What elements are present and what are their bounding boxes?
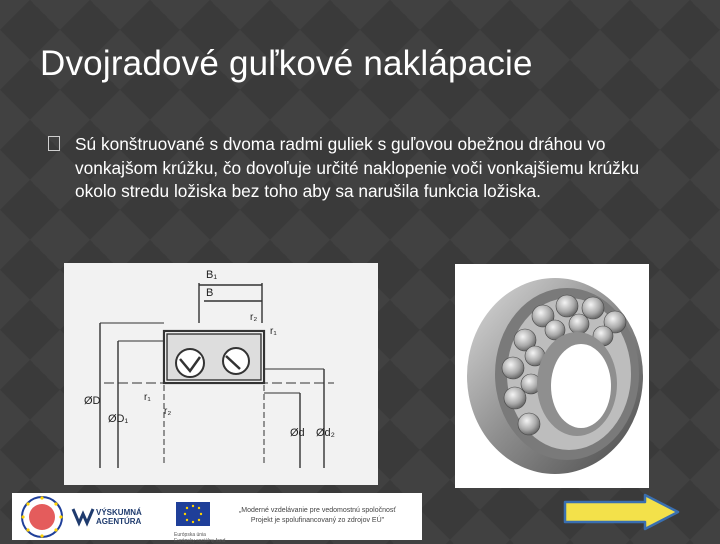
slide-title: Dvojradové guľkové naklápacie — [40, 44, 533, 83]
label-inner-diameter-d2: Ød₂ — [316, 427, 335, 439]
agency-line-1: VÝSKUMNÁ — [96, 508, 142, 517]
agency-line-2: AGENTÚRA — [96, 517, 142, 526]
label-r2-mid: r₂ — [164, 406, 172, 417]
label-r2-top: r₂ — [250, 312, 258, 323]
bullet-text: Sú konštruované s dvoma radmi guliek s guľovou obežnou dráhou vo vonkajšom krúžku, čo dovoľuje určité naklopenie voči vonkajšiemu krúžku okolo stredu ložiska bez toho aby sa narušila funkcia ložiska. — [75, 134, 640, 201]
vyskumna-agentura-logo-icon — [72, 506, 94, 526]
sponsor-logo-strip — [12, 493, 422, 544]
bearing-photo — [455, 264, 649, 488]
eu-caption-line-1: Európska únia — [174, 532, 206, 538]
next-arrow-icon — [563, 493, 681, 531]
label-r1-top: r₁ — [270, 326, 277, 337]
label-outer-diameter-d1: ØD₁ — [108, 413, 129, 425]
bearing-diagram-drawing — [64, 263, 378, 485]
label-b: B — [206, 287, 214, 299]
label-inner-diameter: Ød — [290, 427, 305, 439]
next-slide-button[interactable] — [563, 493, 681, 531]
university-seal-logo — [16, 493, 76, 540]
project-line-2: Projekt je spolufinancovaný zo zdrojov EÚ" — [250, 517, 385, 524]
bearing-photo-drawing — [455, 264, 649, 488]
label-r1-mid: r₁ — [144, 392, 151, 403]
project-line-1: „Moderné vzdelávanie pre vedomostnú spoločnosť — [238, 507, 397, 514]
eu-caption — [174, 532, 225, 544]
agency-name — [96, 508, 142, 526]
eu-caption-line-2: Európsky sociálny fond — [174, 538, 226, 544]
label-b1: B₁ — [206, 269, 218, 281]
project-statement — [220, 506, 415, 526]
square-bullet-icon — [48, 136, 60, 151]
bearing-cross-section-diagram — [64, 263, 378, 485]
eu-flag-icon — [176, 502, 210, 526]
label-outer-diameter: ØD — [84, 395, 101, 407]
bullet-item — [52, 133, 672, 204]
